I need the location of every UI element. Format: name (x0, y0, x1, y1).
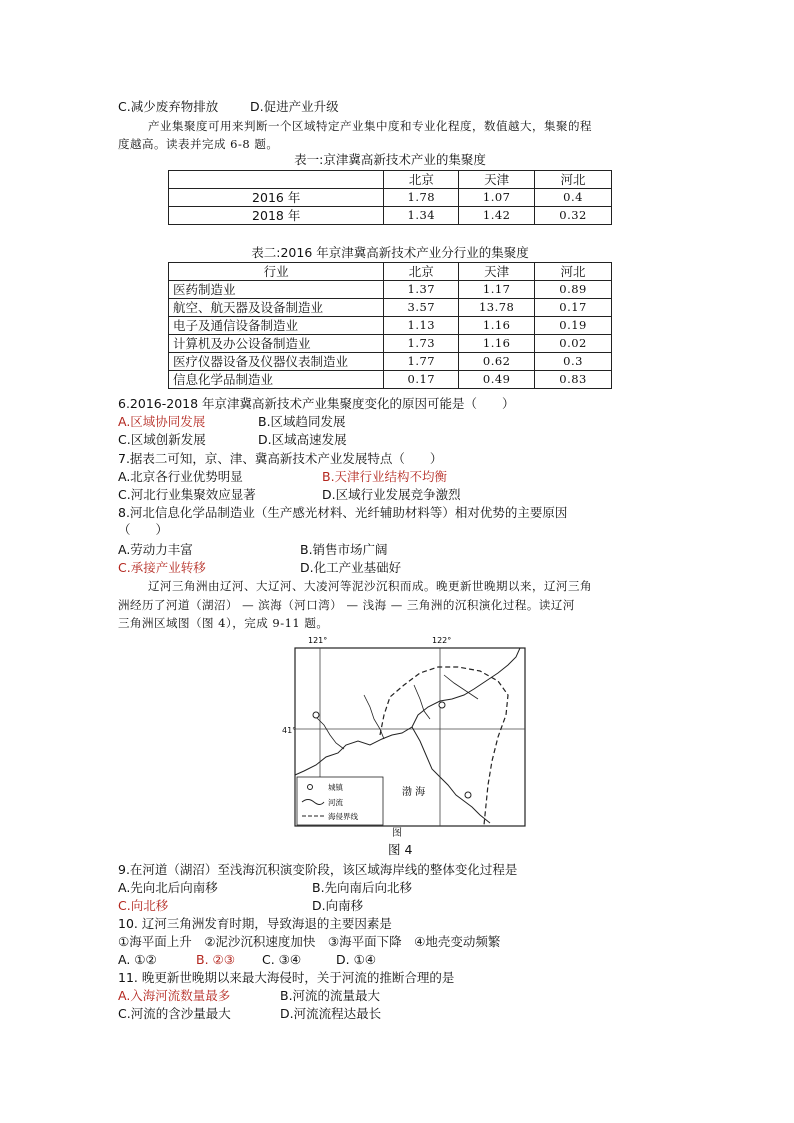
east-coastline (412, 727, 490, 823)
table-row (169, 299, 612, 317)
q10-factors: ①海平面上升 ②泥沙沉积速度加快 ③海平面下降 ④地壳变动频繁 (118, 934, 501, 949)
q7-option-d: D.区域行业发展竞争激烈 (322, 487, 461, 502)
q6-option-c: C.区域创新发展 (118, 432, 206, 447)
q10-option-d: D. ①④ (336, 952, 376, 967)
q9-option-c: C.向北移 (118, 898, 169, 913)
sea-label: 渤 海 (402, 787, 426, 798)
table-cell: 1.16 (459, 317, 535, 335)
q8-option-d: D.化工产业基础好 (300, 560, 402, 575)
table-cell: 1.37 (384, 281, 459, 299)
table-1-header-row (169, 171, 612, 189)
q6-option-d: D.区域高速发展 (258, 432, 347, 447)
table-cell: 1.13 (384, 317, 459, 335)
coastline (295, 648, 520, 775)
table-header-cell: 北京 (384, 263, 459, 281)
q11-option-d: D.河流流程达最长 (280, 1006, 382, 1021)
table-cell: 0.17 (384, 371, 459, 389)
map-caption: 图 4 (388, 842, 413, 857)
q10-option-b: B. ②③ (196, 952, 235, 967)
q8-stem: 8.河北信息化学品制造业（生产感光材料、光纤辅助材料等）相对优势的主要原因 (118, 505, 568, 520)
table-row (169, 353, 612, 371)
map-lon-left: 121° (308, 636, 328, 645)
table-1 (168, 170, 612, 225)
table-cell: 信息化学品制造业 (169, 371, 384, 389)
table-cell: 计算机及办公设备制造业 (169, 335, 384, 353)
table-cell: 1.42 (459, 207, 535, 225)
q10-stem: 10. 辽河三角洲发育时期，导致海退的主要因素是 (118, 916, 392, 931)
q8-option-c: C.承接产业转移 (118, 560, 206, 575)
q8-option-a: A.劳动力丰富 (118, 542, 193, 557)
q5-option-c: C.减少废弃物排放 (118, 99, 219, 114)
town-legend-icon (308, 785, 313, 790)
table-header-cell: 天津 (459, 263, 535, 281)
table-header-cell: 北京 (384, 171, 459, 189)
table-cell: 13.78 (459, 299, 535, 317)
q11-option-a: A.入海河流数量最多 (118, 988, 231, 1003)
table-header-cell: 河北 (535, 263, 612, 281)
intro-2-line-3: 三角洲区域图（图 4），完成 9-11 题。 (118, 616, 329, 630)
table-2-header-row (169, 263, 612, 281)
map-lon-right: 122° (432, 636, 452, 645)
river-line (414, 685, 430, 719)
legend-boundary-label: 海侵界线 (328, 812, 358, 821)
table-cell: 电子及通信设备制造业 (169, 317, 384, 335)
table-2-title: 表二:2016 年京津冀高新技术产业分行业的集聚度 (251, 245, 529, 260)
table-cell: 0.3 (535, 353, 612, 371)
table-row (169, 371, 612, 389)
table-cell: 0.62 (459, 353, 535, 371)
q7-option-c: C.河北行业集聚效应显著 (118, 487, 256, 502)
table-cell: 医疗仪器设备及仪器仪表制造业 (169, 353, 384, 371)
q10-option-c: C. ③④ (262, 952, 302, 967)
table-cell: 0.19 (535, 317, 612, 335)
liaohe-delta-map (294, 636, 530, 831)
table-header-cell: 河北 (535, 171, 612, 189)
legend-river-label: 河流 (328, 798, 343, 807)
table-cell: 航空、航天器及设备制造业 (169, 299, 384, 317)
intro-2-line-2: 洲经历了河道（湖沼） — 滨海（河口湾） — 浅海 — 三角洲的沉积演化过程。读辽河 (118, 598, 575, 612)
map-lat-label: 41° (282, 726, 297, 735)
q6-stem: 6.2016-2018 年京津冀高新技术产业集聚度变化的原因可能是（ ） (118, 396, 515, 411)
q8-option-b: B.销售市场广阔 (300, 542, 388, 557)
town-marker (465, 792, 471, 798)
table-cell: 2016 年 (169, 189, 384, 207)
q7-stem: 7.据表二可知，京、津、冀高新技术产业发展特点（ ） (118, 451, 443, 466)
table-header-cell (169, 171, 384, 189)
q8-stem-paren: （ ） (118, 522, 169, 537)
table-cell: 0.4 (535, 189, 612, 207)
table-cell: 1.17 (459, 281, 535, 299)
legend-town-label: 城镇 (328, 783, 343, 792)
table-row (169, 335, 612, 353)
q9-option-d: D.向南移 (312, 898, 364, 913)
q6-option-b: B.区域趋同发展 (258, 414, 346, 429)
table-header-cell: 天津 (459, 171, 535, 189)
q5-option-d: D.促进产业升级 (250, 99, 339, 114)
table-cell: 1.73 (384, 335, 459, 353)
table-cell: 1.77 (384, 353, 459, 371)
table-2 (168, 262, 612, 389)
table-row (169, 281, 612, 299)
town-marker (439, 702, 445, 708)
table-cell: 0.32 (535, 207, 612, 225)
q6-option-a: A.区域协同发展 (118, 414, 206, 429)
map-caption-small: 图 (392, 828, 402, 839)
table-cell: 医药制造业 (169, 281, 384, 299)
q11-option-c: C.河流的含沙量最大 (118, 1006, 231, 1021)
q11-option-b: B.河流的流量最大 (280, 988, 381, 1003)
transgression-boundary (380, 667, 508, 825)
table-cell: 2018 年 (169, 207, 384, 225)
table-cell: 0.17 (535, 299, 612, 317)
q9-option-a: A.先向北后向南移 (118, 880, 218, 895)
q7-option-a: A.北京各行业优势明显 (118, 469, 243, 484)
table-header-cell: 行业 (169, 263, 384, 281)
q10-option-a: A. ①② (118, 952, 157, 967)
river-line (444, 675, 478, 699)
table-cell: 1.78 (384, 189, 459, 207)
intro-2-line-1: 辽河三角洲由辽河、大辽河、大凌河等泥沙沉积而成。晚更新世晚期以来，辽河三角 (148, 579, 592, 593)
table-row (169, 189, 612, 207)
table-cell: 3.57 (384, 299, 459, 317)
table-cell: 1.07 (459, 189, 535, 207)
table-1-title: 表一:京津冀高新技术产业的集聚度 (294, 152, 486, 167)
table-cell: 0.02 (535, 335, 612, 353)
table-cell: 1.16 (459, 335, 535, 353)
q9-option-b: B.先向南后向北移 (312, 880, 413, 895)
table-row (169, 317, 612, 335)
table-row (169, 207, 612, 225)
table-cell: 0.83 (535, 371, 612, 389)
table-cell: 0.49 (459, 371, 535, 389)
intro-1-line-2: 度越高。读表并完成 6-8 题。 (118, 137, 279, 151)
q7-option-b: B.天津行业结构不均衡 (322, 469, 448, 484)
table-cell: 0.89 (535, 281, 612, 299)
q9-stem: 9.在河道（湖沼）至浅海沉积演变阶段，该区域海岸线的整体变化过程是 (118, 862, 518, 877)
table-cell: 1.34 (384, 207, 459, 225)
town-marker (313, 712, 319, 718)
intro-1-line-1: 产业集聚度可用来判断一个区域特定产业集中度和专业化程度，数值越大，集聚的程 (148, 119, 592, 133)
q11-stem: 11. 晚更新世晚期以来最大海侵时，关于河流的推断合理的是 (118, 970, 455, 985)
